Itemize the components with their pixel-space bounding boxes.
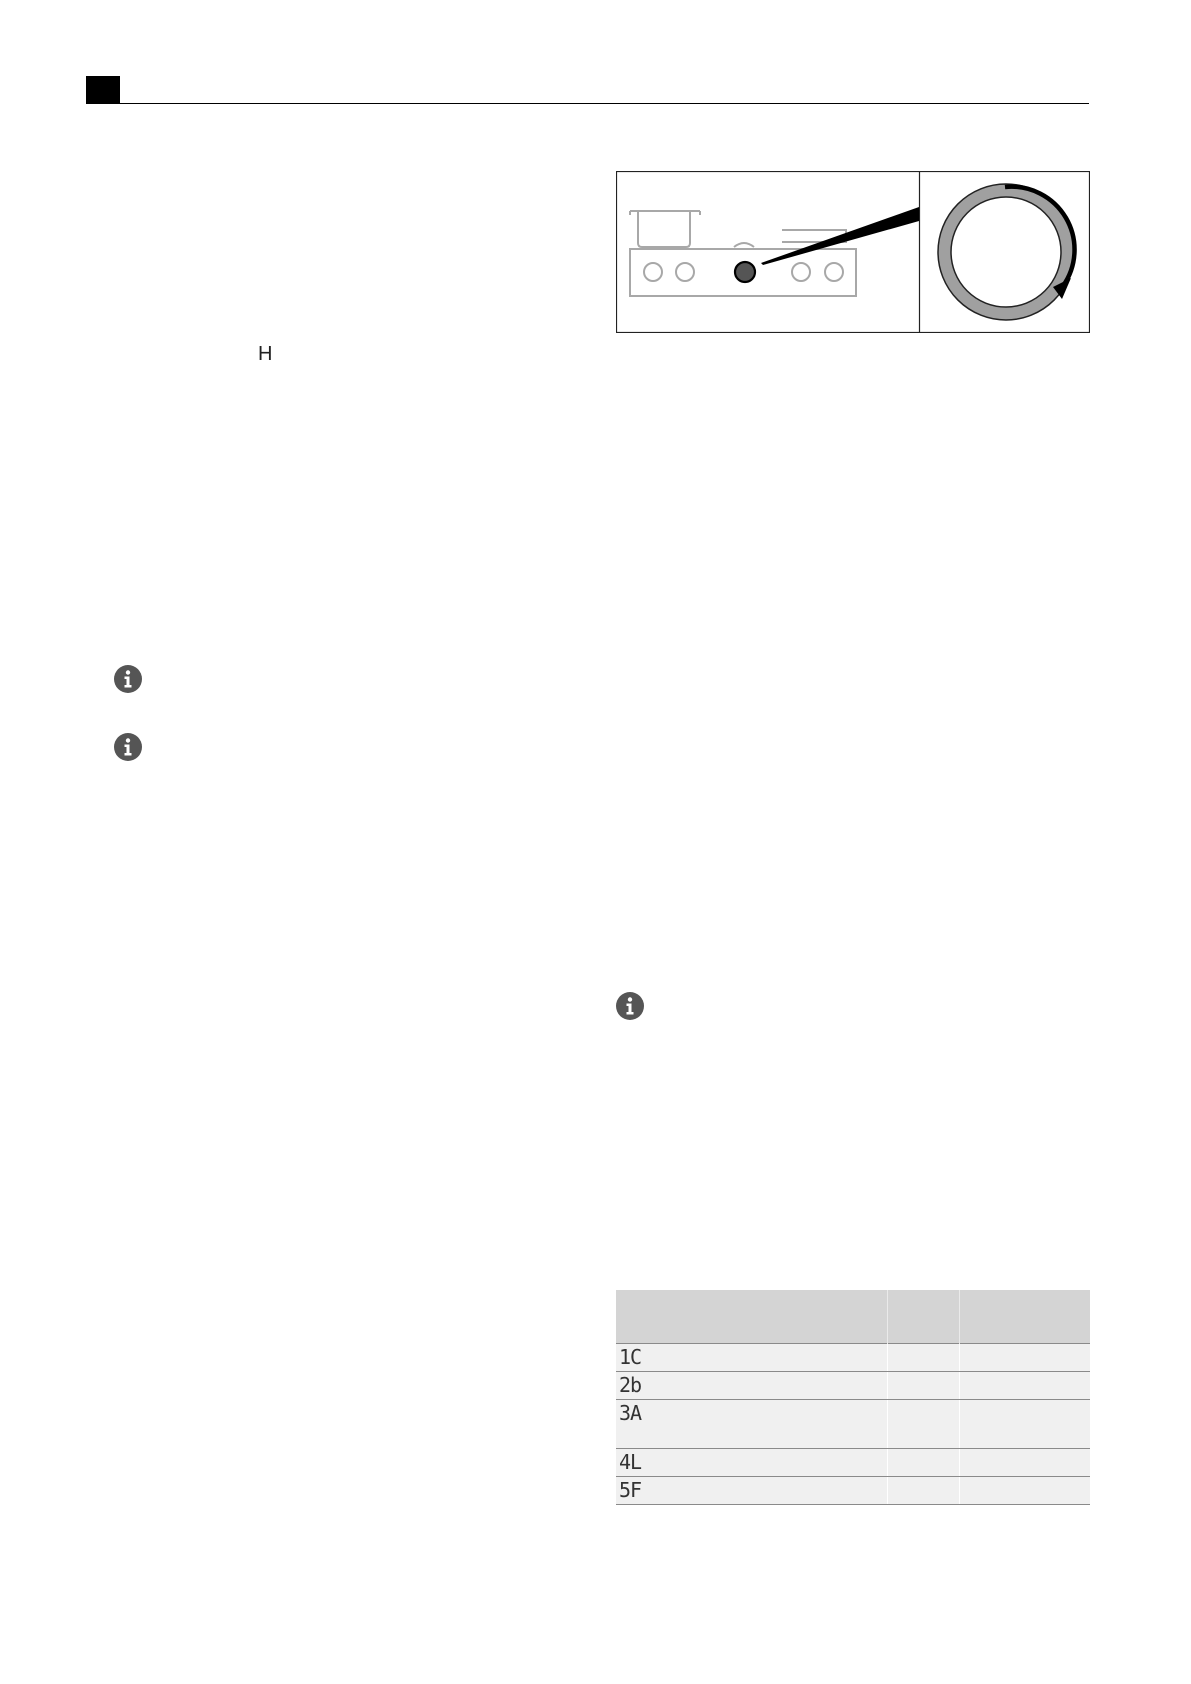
segment-code: 5F: [619, 1478, 642, 1502]
table-header-cell: [959, 1290, 1090, 1344]
table-cell: [959, 1477, 1090, 1505]
table-cell: [887, 1344, 959, 1372]
table-header-row: [616, 1290, 1090, 1344]
table-header-cell: [616, 1290, 887, 1344]
table-cell: [887, 1372, 959, 1400]
table-cell: [616, 1400, 887, 1449]
table-header-cell: [887, 1290, 959, 1344]
table-cell: [887, 1400, 959, 1449]
table-row: [616, 1400, 1090, 1449]
table-cell: [616, 1372, 887, 1400]
hob-knob-illustration: [616, 171, 1090, 333]
table-cell: [959, 1449, 1090, 1477]
page-marker: [86, 76, 120, 104]
table-cell: [959, 1400, 1090, 1449]
table-row: [616, 1477, 1090, 1505]
table-row: [616, 1449, 1090, 1477]
rotation-arrow-icon: [938, 184, 1075, 320]
info-icon: [113, 664, 143, 694]
segment-code: 4L: [619, 1450, 642, 1474]
table-cell: [887, 1477, 959, 1505]
info-icon: [113, 732, 143, 762]
segment-code: 3A: [619, 1401, 642, 1425]
setting-symbol: H: [258, 343, 273, 365]
table-cell: [616, 1449, 887, 1477]
segment-code: 2b: [619, 1373, 642, 1397]
table-cell: [959, 1344, 1090, 1372]
info-icon: [615, 991, 645, 1021]
segments-table: [616, 1290, 1090, 1505]
table-cell: [616, 1477, 887, 1505]
table-cell: [959, 1372, 1090, 1400]
header-rule: [86, 103, 1089, 104]
table-cell: [616, 1344, 887, 1372]
segment-code: 1C: [619, 1345, 642, 1369]
table-cell: [887, 1449, 959, 1477]
table-row: [616, 1372, 1090, 1400]
table-row: [616, 1344, 1090, 1372]
control-knob-icon: [735, 262, 755, 282]
